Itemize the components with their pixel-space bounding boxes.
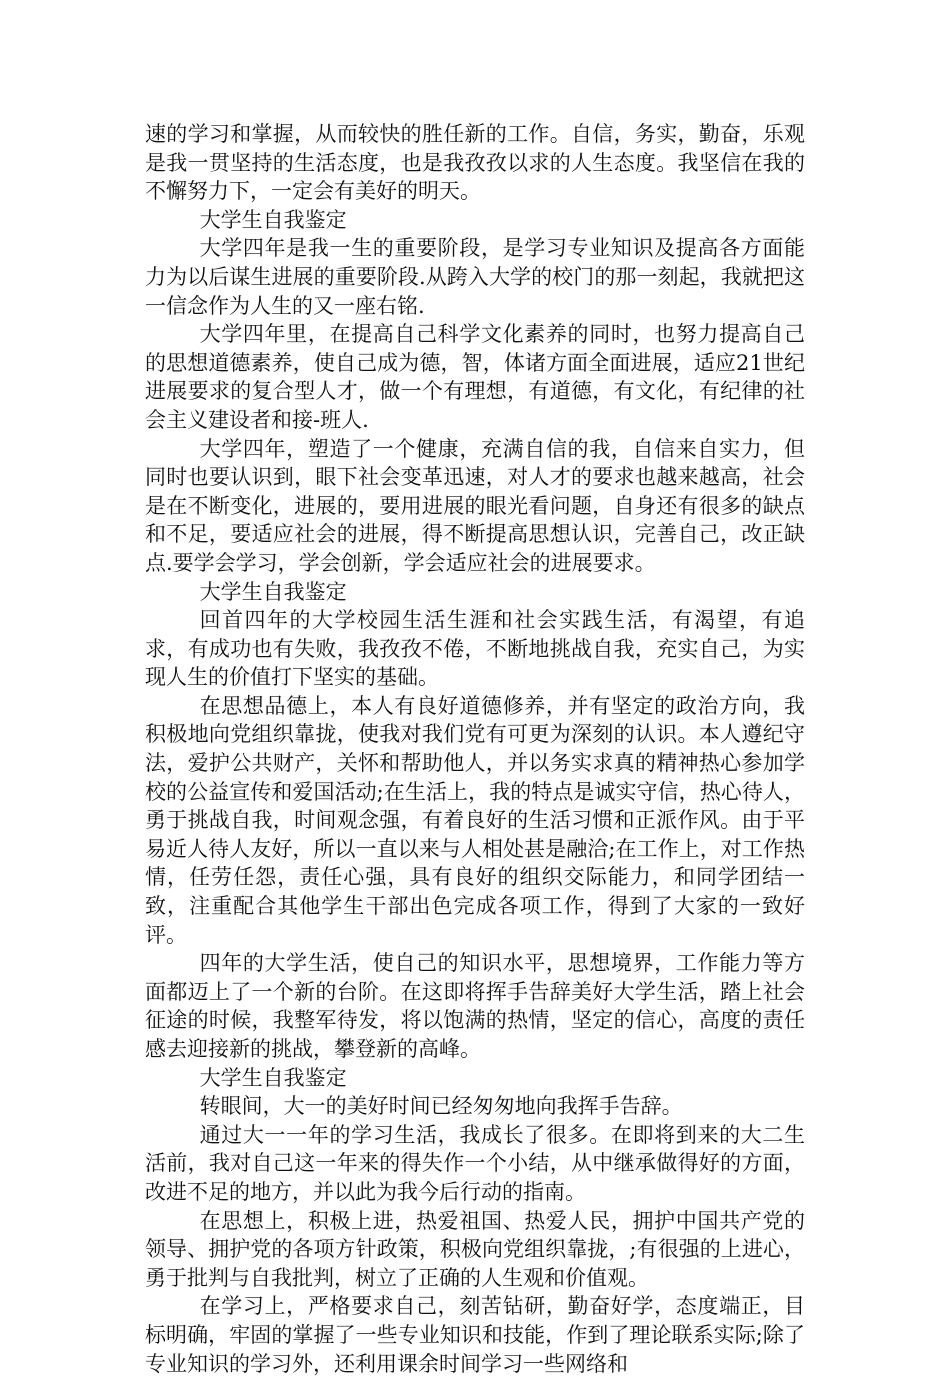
paragraph: 转眼间，大一的美好时间已经匆匆地向我挥手告辞。 (199, 1094, 683, 1119)
paragraph: 大学四年里，在提高自己科学文化素养的同时，也努力提高自己的思想道德素养，使自己成为德，智，体诸方面全面进展，适应21世纪进展要求的复合型人才，做一个有理想，有道德，有文化，有纪律的社会主义建设者和接-班人. (145, 322, 805, 432)
document-page (145, 120, 805, 1378)
paragraph: 大学四年是我一生的重要阶段，是学习专业知识及提高各方面能力为以后谋生进展的重要阶段.从跨入大学的校门的那一刻起，我就把这一信念作为人生的又一座右铭. (145, 236, 805, 318)
section-heading: 大学生自我鉴定 (199, 1065, 347, 1090)
paragraph: 在学习上，严格要求自己，刻苦钻研，勤奋好学，态度端正，目标明确，牢固的掌握了一些专业知识和技能，作到了理论联系实际;除了专业知识的学习外，还利用课余时间学习一些网络和 (145, 1294, 805, 1376)
section-heading: 大学生自我鉴定 (199, 579, 347, 604)
paragraph: 通过大一一年的学习生活，我成长了很多。在即将到来的大二生活前，我对自己这一年来的得失作一个小结，从中继承做得好的方面，改进不足的地方，并以此为我今后行动的指南。 (145, 1122, 805, 1204)
paragraph: 在思想品德上，本人有良好道德修养，并有坚定的政治方向，我积极地向党组织靠拢，使我对我们党有可更为深刻的认识。本人遵纪守法，爱护公共财产，关怀和帮助他人，并以务实求真的精神热心参加学校的公益宣传和爱国活动;在生活上，我的特点是诚实守信，热心待人，勇于挑战自我，时间观念强，有着良好的生活习惯和正派作风。由于平易近人待人友好，所以一直以来与人相处甚是融洽;在工作上，对工作热情，任劳任怨，责任心强，具有良好的组织交际能力，和同学团结一致，注重配合其他学生干部出色完成各项工作，得到了大家的一致好评。 (145, 693, 805, 947)
paragraph: 在思想上，积极上进，热爱祖国、热爱人民，拥护中国共产党的领导、拥护党的各项方针政策，积极向党组织靠拢，;有很强的上进心，勇于批判与自我批判，树立了正确的人生观和价值观。 (145, 1208, 805, 1290)
paragraph: 大学四年，塑造了一个健康，充满自信的我，自信来自实力，但同时也要认识到，眼下社会变革迅速，对人才的要求也越来越高，社会是在不断变化，进展的，要用进展的眼光看问题，自身还有很多的缺点和不足，要适应社会的进展，得不断提高思想认识，完善自己，改正缺点.要学会学习，学会创新，学会适应社会的进展要求。 (145, 436, 805, 575)
section-heading: 大学生自我鉴定 (199, 207, 347, 232)
paragraph: 四年的大学生活，使自己的知识水平，思想境界，工作能力等方面都迈上了一个新的台阶。在这即将挥手告辞美好大学生活，踏上社会征途的时候，我整军待发，将以饱满的热情，坚定的信心，高度的责任感去迎接新的挑战，攀登新的高峰。 (145, 951, 805, 1061)
paragraph: 回首四年的大学校园生活生涯和社会实践生活，有渴望，有追求，有成功也有失败，我孜孜不倦，不断地挑战自我，充实自己，为实现人生的价值打下坚实的基础。 (145, 608, 805, 690)
paragraph: 速的学习和掌握，从而较快的胜任新的工作。自信，务实，勤奋，乐观是我一贯坚持的生活态度，也是我孜孜以求的人生态度。我坚信在我的不懈努力下，一定会有美好的明天。 (145, 122, 805, 204)
